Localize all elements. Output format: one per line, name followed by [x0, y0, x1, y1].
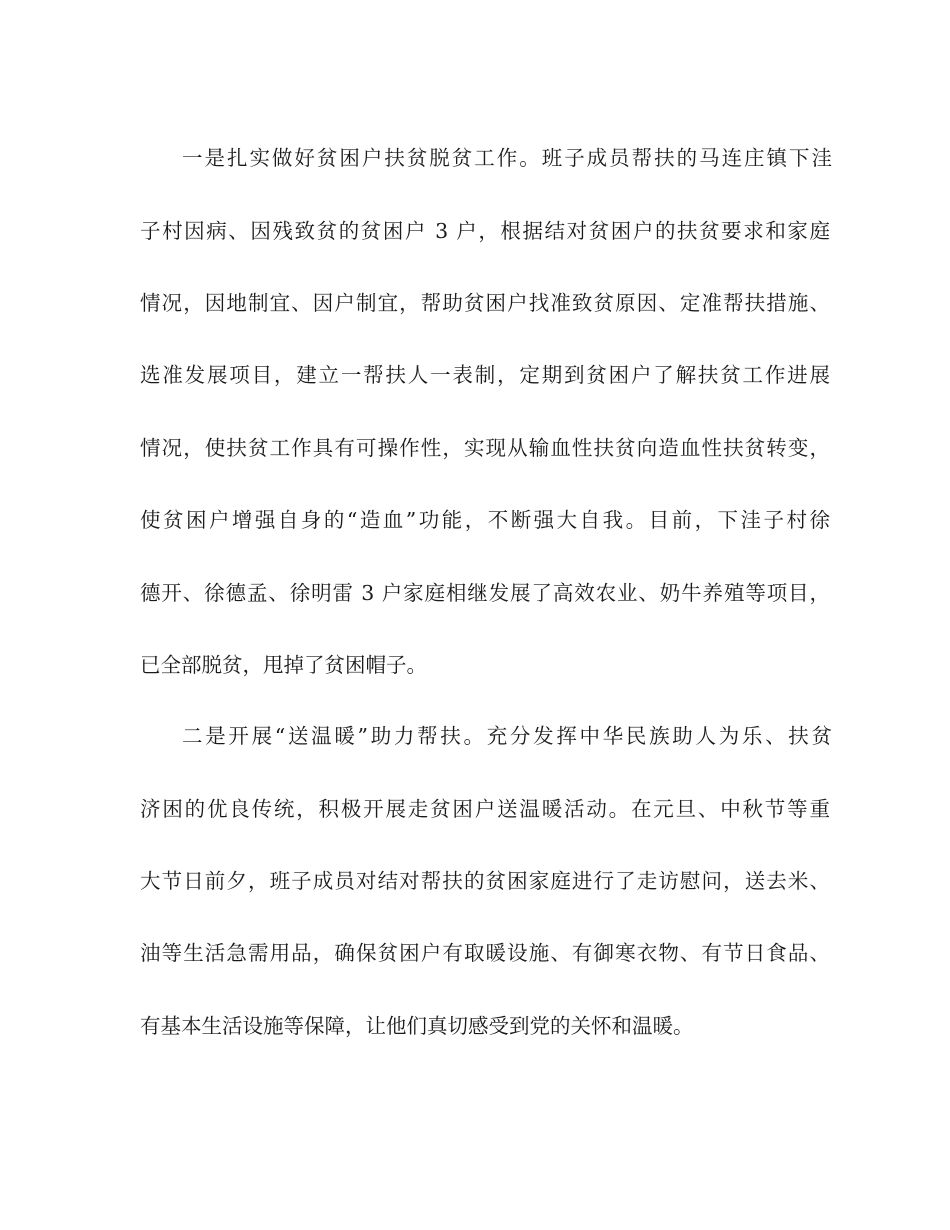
- paragraph-line: 二是开展“送温暖”助力帮扶。充分发挥中华民族助人为乐、扶贫: [182, 724, 832, 748]
- paragraph-line: 大节日前夕，班子成员对结对帮扶的贫困家庭进行了走访慰问，送去米、: [140, 869, 830, 893]
- paragraph-line: 子村因病、因残致贫的贫困户 3 户，根据结对贫困户的扶贫要求和家庭: [140, 219, 830, 243]
- paragraph-line: 德开、徐德孟、徐明雷 3 户家庭相继发展了高效农业、奶牛养殖等项目，: [140, 581, 830, 605]
- paragraph-line: 油等生活急需用品，确保贫困户有取暖设施、有御寒衣物、有节日食品、: [140, 941, 830, 965]
- paragraph-line: 济困的优良传统，积极开展走贫困户送温暖活动。在元旦、中秋节等重: [140, 797, 830, 821]
- paragraph-line: 有基本生活设施等保障，让他们真切感受到党的关怀和温暖。: [140, 1014, 694, 1038]
- paragraph-line: 选准发展项目，建立一帮扶人一表制，定期到贫困户了解扶贫工作进展: [140, 363, 830, 387]
- paragraph-line: 使贫困户增强自身的“造血”功能，不断强大自我。目前，下洼子村徐: [140, 508, 830, 532]
- paragraph-line: 情况，因地制宜、因户制宜，帮助贫困户找准致贫原因、定准帮扶措施、: [140, 291, 830, 315]
- paragraph-line: 一是扎实做好贫困户扶贫脱贫工作。班子成员帮扶的马连庄镇下洼: [182, 146, 832, 170]
- paragraph-line: 已全部脱贫，甩掉了贫困帽子。: [140, 653, 427, 677]
- paragraph-line: 情况，使扶贫工作具有可操作性，实现从输血性扶贫向造血性扶贫转变，: [140, 436, 830, 460]
